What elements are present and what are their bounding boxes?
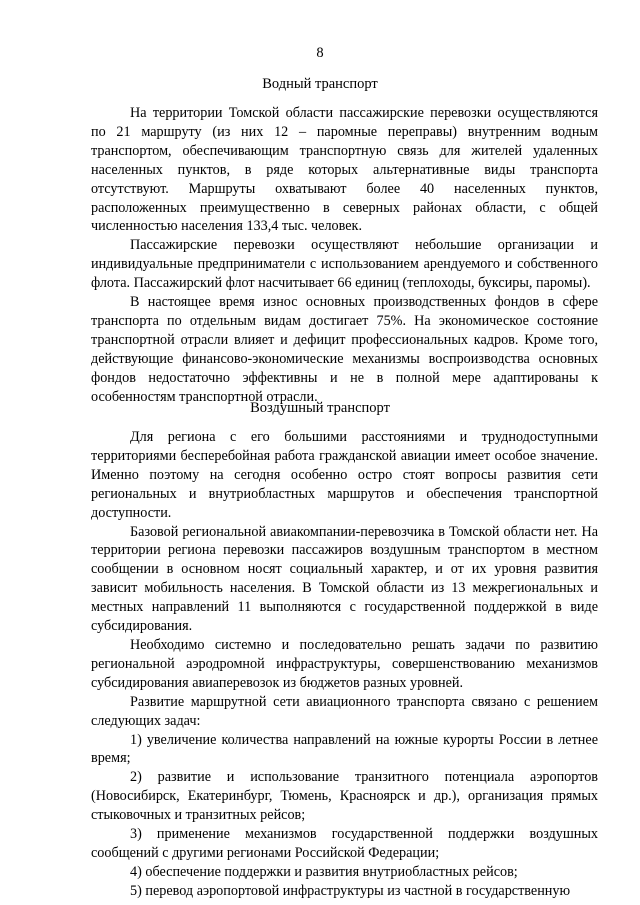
- paragraph: На территории Томской области пассажирские перевозки осуществляются по 21 маршруту (из них 12 – паромные переправы) внутренним водным транспортом, обеспечивающим транспортную связь для жителей удаленных населенных пунктов, в ряде которых альтернативные виды транспорта отсутствуют. Маршруты охватывают более 40 населенных пунктов, расположенных преимущественно в северных районах области, с общей численностью населения 133,4 тыс. человек.: [91, 105, 598, 235]
- paragraph: Необходимо системно и последовательно решать задачи по развитию региональной аэродромной инфраструктуры, совершенствованию механизмов субсидирования авиаперевозок из бюджетов разных уровней.: [91, 636, 598, 691]
- paragraph: Пассажирские перевозки осуществляют небольшие организации и индивидуальные предприниматели с использованием арендуемого и собственного флота. Пассажирский флот насчитывает 66 единиц (теплоходы, буксиры, паромы).: [91, 237, 598, 292]
- list-item: 3) применение механизмов государственной поддержки воздушных сообщений с другими регионами Российской Федерации;: [91, 826, 598, 861]
- section-body-air-transport: [91, 428, 598, 901]
- list-item: 5) перевод аэропортовой инфраструктуры из частной в государственную: [130, 882, 571, 899]
- section-heading-water-transport: Водный транспорт: [262, 76, 378, 92]
- paragraph: Развитие маршрутной сети авиационного транспорта связано с решением следующих задач:: [91, 693, 598, 729]
- paragraph: Базовой региональной авиакомпании-перевозчика в Томской области нет. На территории региона перевозки пассажиров воздушным транспортом в местном сообщении в основном носят социальный характер, и от их уровня развития зависит мобильность населения. В Томской области из 13 межрегиональных и местных направлений 11 выполняются с государственной поддержкой в виде субсидирования.: [91, 523, 598, 635]
- section-heading-air-transport: Воздушный транспорт: [250, 400, 390, 416]
- section-body-water-transport: [91, 104, 598, 407]
- list-item: 4) обеспечение поддержки и развития внутриобластных рейсов;: [130, 863, 518, 880]
- list-item: 2) развитие и использование транзитного потенциала аэропортов (Новосибирск, Екатеринбург, Тюмень, Красноярск и др.), организация прямых стыковочных и транзитных рейсов;: [91, 769, 598, 824]
- paragraph: В настоящее время износ основных производственных фондов в сфере транспорта по отдельным видам достигает 75%. На экономическое состояние транспортной отрасли влияет и дефицит профессиональных кадров. Кроме того, действующие финансово-экономические механизмы воспроизводства основных фондов недостаточно эффективны и не в полной мере адаптированы к особенностям транспортной отрасли.: [91, 294, 598, 405]
- page-number: 8: [316, 45, 324, 61]
- list-item: 1) увеличение количества направлений на южные курорты России в летнее время;: [91, 731, 598, 767]
- paragraph: Для региона с его большими расстояниями и труднодоступными территориями бесперебойная работа гражданской авиации имеет особое значение. Именно поэтому на сегодня особенно остро стоят вопросы развития сети региональных и внутриобластных маршрутов и обеспечения транспортной доступности.: [91, 429, 598, 521]
